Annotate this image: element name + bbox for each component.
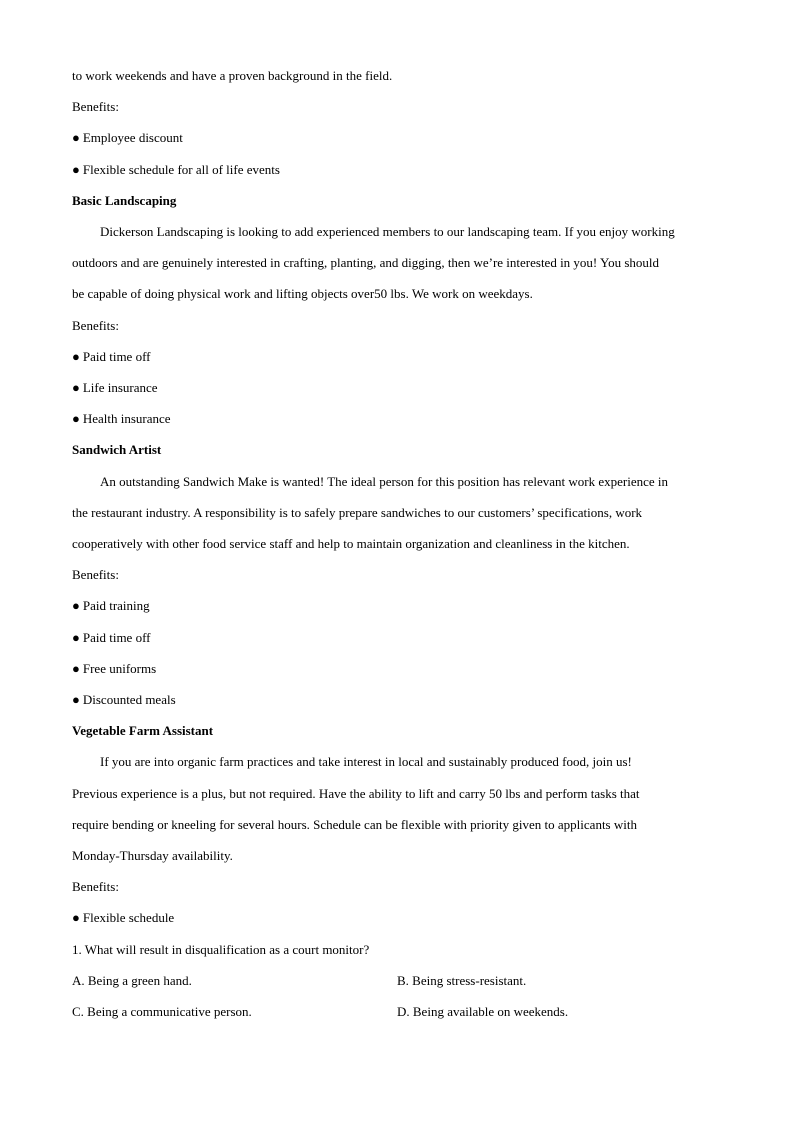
benefit-item: ● Paid time off <box>72 341 722 372</box>
option-a[interactable]: A. Being a green hand. <box>72 972 192 988</box>
job-description-line: require bending or kneeling for several hours. Schedule can be flexible with priority given to applicants with <box>72 816 637 832</box>
option-c[interactable]: C. Being a communicative person. <box>72 1004 252 1020</box>
job-description-line: the restaurant industry. A responsibility is to safely prepare sandwiches to our customers’ specifications, work <box>72 504 643 520</box>
job-description-line: outdoors and are genuinely interested in crafting, planting, and digging, then we’re interested in you! You should <box>72 255 660 271</box>
job-description-line: cooperatively with other food service staff and help to maintain organization and cleanliness in the kitchen. <box>72 536 630 552</box>
intro-text: to work weekends and have a proven background in the field. <box>72 68 393 83</box>
job-description-line: An outstanding Sandwich Make is wanted! The ideal person for this position has relevant work experience in <box>100 473 669 489</box>
job-title: Vegetable Farm Assistant <box>72 723 214 739</box>
benefit-item: ● Health insurance <box>72 403 722 434</box>
option-b[interactable]: B. Being stress-resistant. <box>397 972 527 988</box>
benefit-item: ● Employee discount <box>72 122 722 153</box>
benefit-item: ● Discounted meals <box>72 684 722 715</box>
benefits-label: Benefits: <box>72 99 119 115</box>
job-title: Sandwich Artist <box>72 442 162 458</box>
benefit-item: ● Flexible schedule for all of life events <box>72 154 722 185</box>
job-description-line: Monday-Thursday availability. <box>72 848 233 864</box>
job-description-line: be capable of doing physical work and lifting objects over50 lbs. We work on weekdays. <box>72 286 533 302</box>
job-description-line: Previous experience is a plus, but not required. Have the ability to lift and carry 50 lbs and perform tasks that <box>72 785 640 801</box>
job-description-line: If you are into organic farm practices and take interest in local and sustainably produced food, join us! <box>100 754 632 770</box>
benefit-item: ● Paid time off <box>72 622 722 653</box>
question-text: 1. What will result in disqualification as a court monitor? <box>72 941 370 957</box>
job-description-line: Dickerson Landscaping is looking to add experienced members to our landscaping team. If you enjoy working <box>100 224 675 240</box>
job-title: Basic Landscaping <box>72 192 177 208</box>
options-row <box>72 965 722 996</box>
benefits-label: Benefits: <box>72 567 119 583</box>
benefits-label: Benefits: <box>72 879 119 895</box>
document-page <box>72 60 722 1027</box>
benefit-item: ● Paid training <box>72 590 722 621</box>
option-d[interactable]: D. Being available on weekends. <box>397 1004 569 1020</box>
options-row <box>72 996 722 1027</box>
benefit-item: ● Life insurance <box>72 372 722 403</box>
benefit-item: ● Free uniforms <box>72 653 722 684</box>
benefits-label: Benefits: <box>72 317 119 333</box>
benefit-item: ● Flexible schedule <box>72 902 722 933</box>
